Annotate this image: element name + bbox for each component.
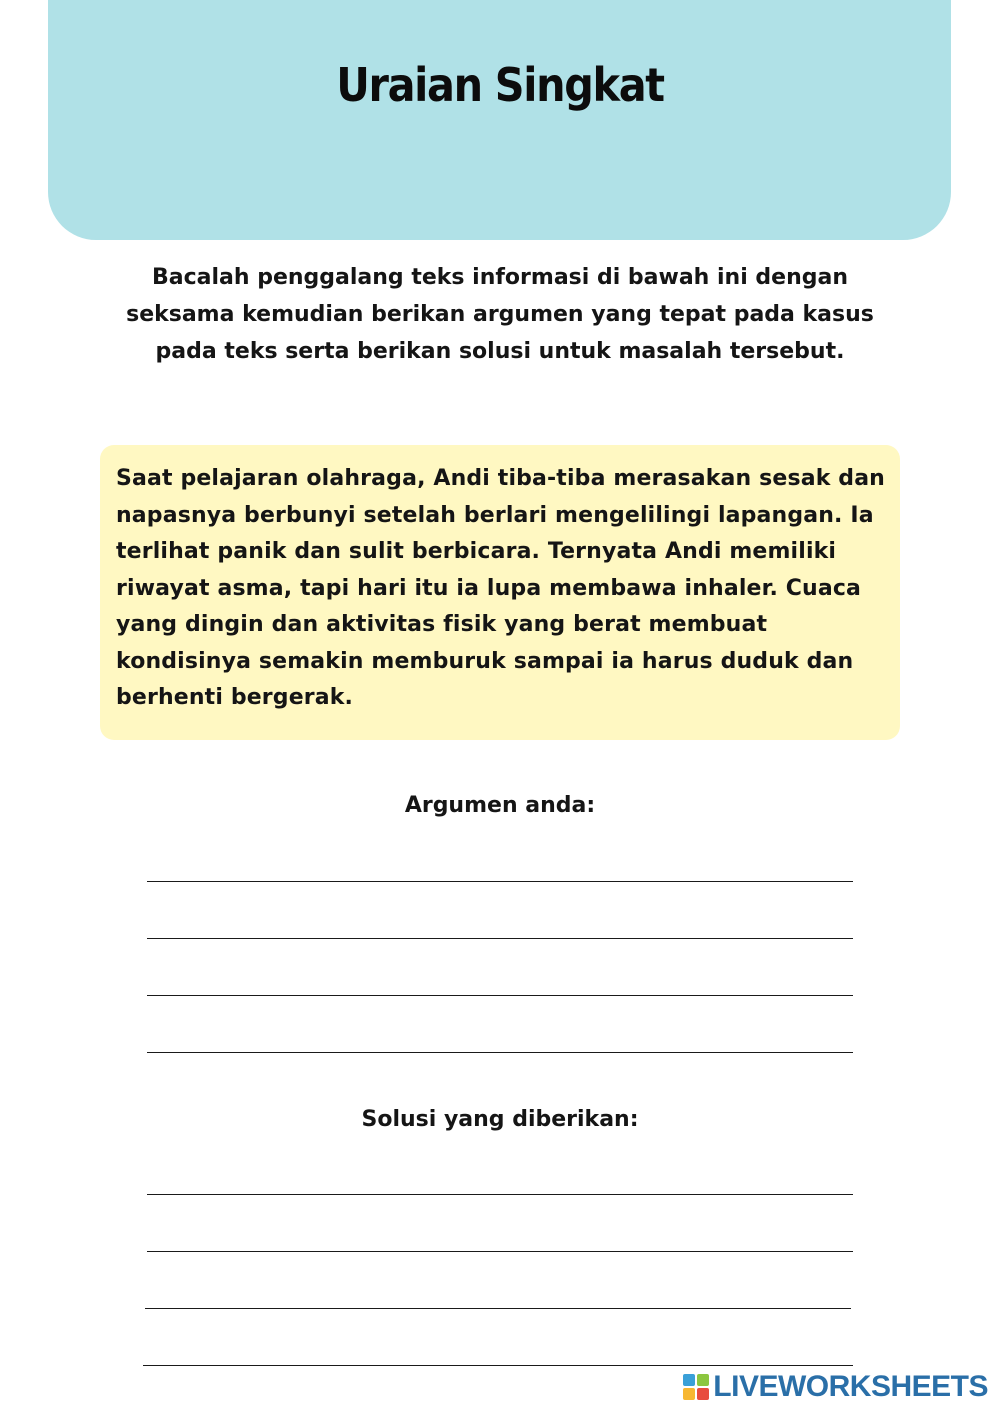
liveworksheets-brand — [683, 1372, 988, 1402]
argument-answer-line-1[interactable] — [147, 881, 853, 882]
solution-answer-line-3[interactable] — [145, 1308, 851, 1309]
page-title: Uraian Singkat — [336, 58, 664, 112]
solution-answer-line-1[interactable] — [147, 1194, 853, 1195]
solution-answer-line-2[interactable] — [147, 1251, 853, 1252]
solution-answer-line-4[interactable] — [143, 1365, 853, 1366]
case-text: Saat pelajaran olahraga, Andi tiba-tiba merasakan sesak dan napasnya berbunyi setelah berlari mengelilingi lapangan. Ia terlihat panik dan sulit berbicara. Ternyata Andi memiliki riwayat asma, tapi hari itu ia lupa membawa inhaler. Cuaca yang dingin dan aktivitas fisik yang berat membuat kondisinya semakin memburuk sampai ia harus duduk dan berhenti bergerak. — [116, 466, 885, 710]
header-band — [48, 0, 951, 240]
liveworksheets-logo-icon — [683, 1374, 709, 1400]
argument-label: Argumen anda: — [404, 793, 596, 818]
argument-answer-line-4[interactable] — [147, 1052, 853, 1053]
liveworksheets-wordmark: LIVEWORKSHEETS — [713, 1370, 988, 1403]
argument-answer-line-3[interactable] — [147, 995, 853, 996]
argument-answer-line-2[interactable] — [147, 938, 853, 939]
instructions-text: Bacalah penggalang teks informasi di bawah ini dengan seksama kemudian berikan argumen yang tepat pada kasus pada teks serta berikan solusi untuk masalah tersebut. — [126, 265, 874, 364]
case-text-box — [100, 445, 900, 740]
solution-label: Solusi yang diberikan: — [361, 1107, 639, 1132]
